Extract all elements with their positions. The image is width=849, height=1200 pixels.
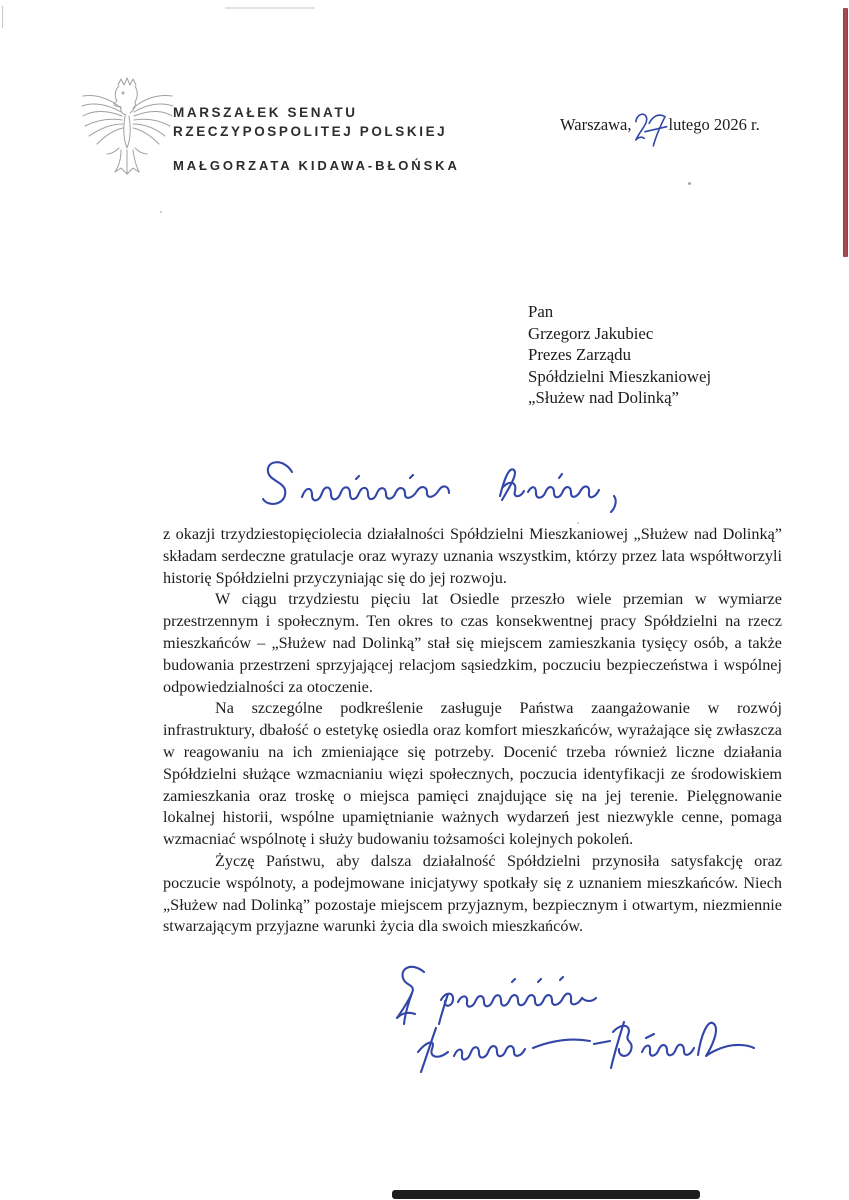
office-title-line1: MARSZAŁEK SENATU [173, 105, 358, 120]
recipient-block [528, 301, 711, 409]
paragraph-2: W ciągu trzydziestu pięciu lat Osiedle przeszło wiele przemian w wymiarze przestrzennym i społecznym. Ten okres to czas konsekwentnej pracy Spółdzielni na rzecz mieszkańców – „Służew nad Dolinką” stał się miejscem zamieszkania tysięcy osób, a także budowania przestrzeni sprzyjającej relacjom sąsiedzkim, poczuciu bezpieczeństwa i wspólnej odpowiedzialności za otoczenie. [163, 590, 782, 696]
recipient-line: Spółdzielni Mieszkaniowej [528, 366, 712, 386]
header-block [173, 103, 460, 173]
red-edge-stripe [843, 8, 848, 257]
scan-artifact-left-tick [2, 6, 3, 28]
handwritten-day [630, 106, 670, 154]
scan-speck [160, 211, 162, 213]
office-title-line2: RZECZYPOSPOLITEJ POLSKIEJ [173, 124, 448, 139]
letter-body [163, 524, 782, 938]
paragraph-3: Na szczególne podkreślenie zasługuje Państwa zaangażowanie w rozwój infrastruktury, dbałość o estetykę osiedla oraz komfort mieszkańców, wyrażające się zwłaszcza w reagowaniu na ich zmieniające się potrzeby. Docenić trzeba również liczne działania Spółdzielni służące wzmacnianiu więzi społecznych, poczucia identyfikacji ze środowiskiem zamieszkania oraz troskę o miejsca pamięci znajdujące się na jej terenie. Pielęgnowanie lokalnej historii, wspólne upamiętnianie ważnych wydarzeń jest niezwykle cenne, pomaga wzmacniać wspólnotę i służy budowaniu tożsamości kolejnych pokoleń. [163, 699, 782, 849]
recipient-line: Grzegorz Jakubiec [528, 323, 654, 343]
paragraph-1: z okazji trzydziestopięciolecia działalności Spółdzielni Mieszkaniowej „Służew nad Dolinką” składam serdeczne gratulacje oraz wyrazy uznania wszystkim, którzy przez lata współtworzyli historię Spółdzielni przyczyniając się do jej rozwoju. [163, 525, 782, 587]
paragraph-4: Życzę Państwu, aby dalsza działalność Spółdzielni przynosiła satysfakcję oraz poczucie wspólnoty, a podejmowane inicjatywy spotkały się z uznaniem mieszkańców. Niech „Służew nad Dolinką” pozostaje miejscem przyjaznym, bezpiecznym i otwartym, niezmiennie stwarzającym przyjazne warunki życia dla swoich mieszkańców. [163, 851, 782, 936]
recipient-line: Prezes Zarządu [528, 345, 631, 365]
scan-artifact-bottom-bar [392, 1190, 700, 1199]
dateline-rest: lutego 2026 r. [668, 115, 760, 134]
polish-eagle-emblem-icon [77, 76, 177, 181]
recipient-line: Pan [528, 302, 554, 321]
handwritten-salutation [252, 452, 632, 518]
scan-artifact-top-line [225, 7, 315, 9]
recipient-line: „Służew nad Dolinką” [528, 388, 679, 408]
dateline [560, 106, 760, 154]
scan-speck [688, 182, 691, 185]
dateline-city: Warszawa, [560, 115, 632, 134]
sender-name: MAŁGORZATA KIDAWA-BŁOŃSKA [173, 158, 460, 173]
handwritten-signature [398, 1000, 758, 1088]
